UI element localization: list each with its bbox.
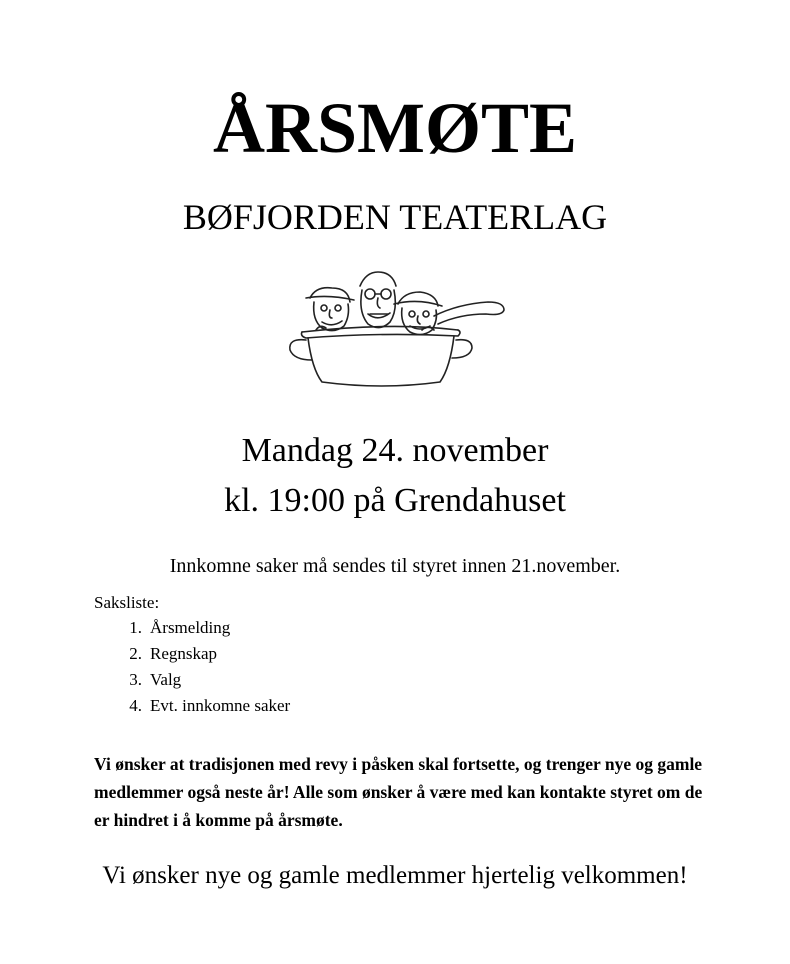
list-item-number: 1. [129,618,142,637]
list-item-text: Regnskap [150,644,218,663]
list-item [94,618,290,644]
list-item-text: Årsmelding [150,618,231,637]
agenda-label: Saksliste: [94,593,160,612]
agenda-list [94,618,290,722]
list-item-number: 3. [129,670,142,689]
page-title: ÅRSMØTE [212,88,578,168]
list-item [94,696,290,722]
welcome-message: Vi ønsker nye og gamle medlemmer hjertelig velkommen! [102,862,688,889]
list-item-text: Valg [150,670,182,689]
list-item-number: 4. [129,696,142,715]
event-date: Mandag 24. november [241,432,549,469]
revue-paragraph: Vi ønsker at tradisjonen med revy i påsken skal fortsette, og trenger nye og gamle medlemmer også neste år! Alle som ønsker å være med kan kontakte styret om de er hindret i å komme på årsmøte. [94,754,703,830]
event-time-place: kl. 19:00 på Grendahuset [224,482,566,519]
list-item [94,644,290,670]
list-item-text: Evt. innkomne saker [150,696,291,715]
list-item [94,670,290,696]
submission-notice: Innkomne saker må sendes til styret innen 21.november. [169,555,621,577]
list-item-number: 2. [129,644,142,663]
organization-name: BØFJORDEN TEATERLAG [182,197,608,237]
three-faces-in-pot-illustration [272,264,516,394]
